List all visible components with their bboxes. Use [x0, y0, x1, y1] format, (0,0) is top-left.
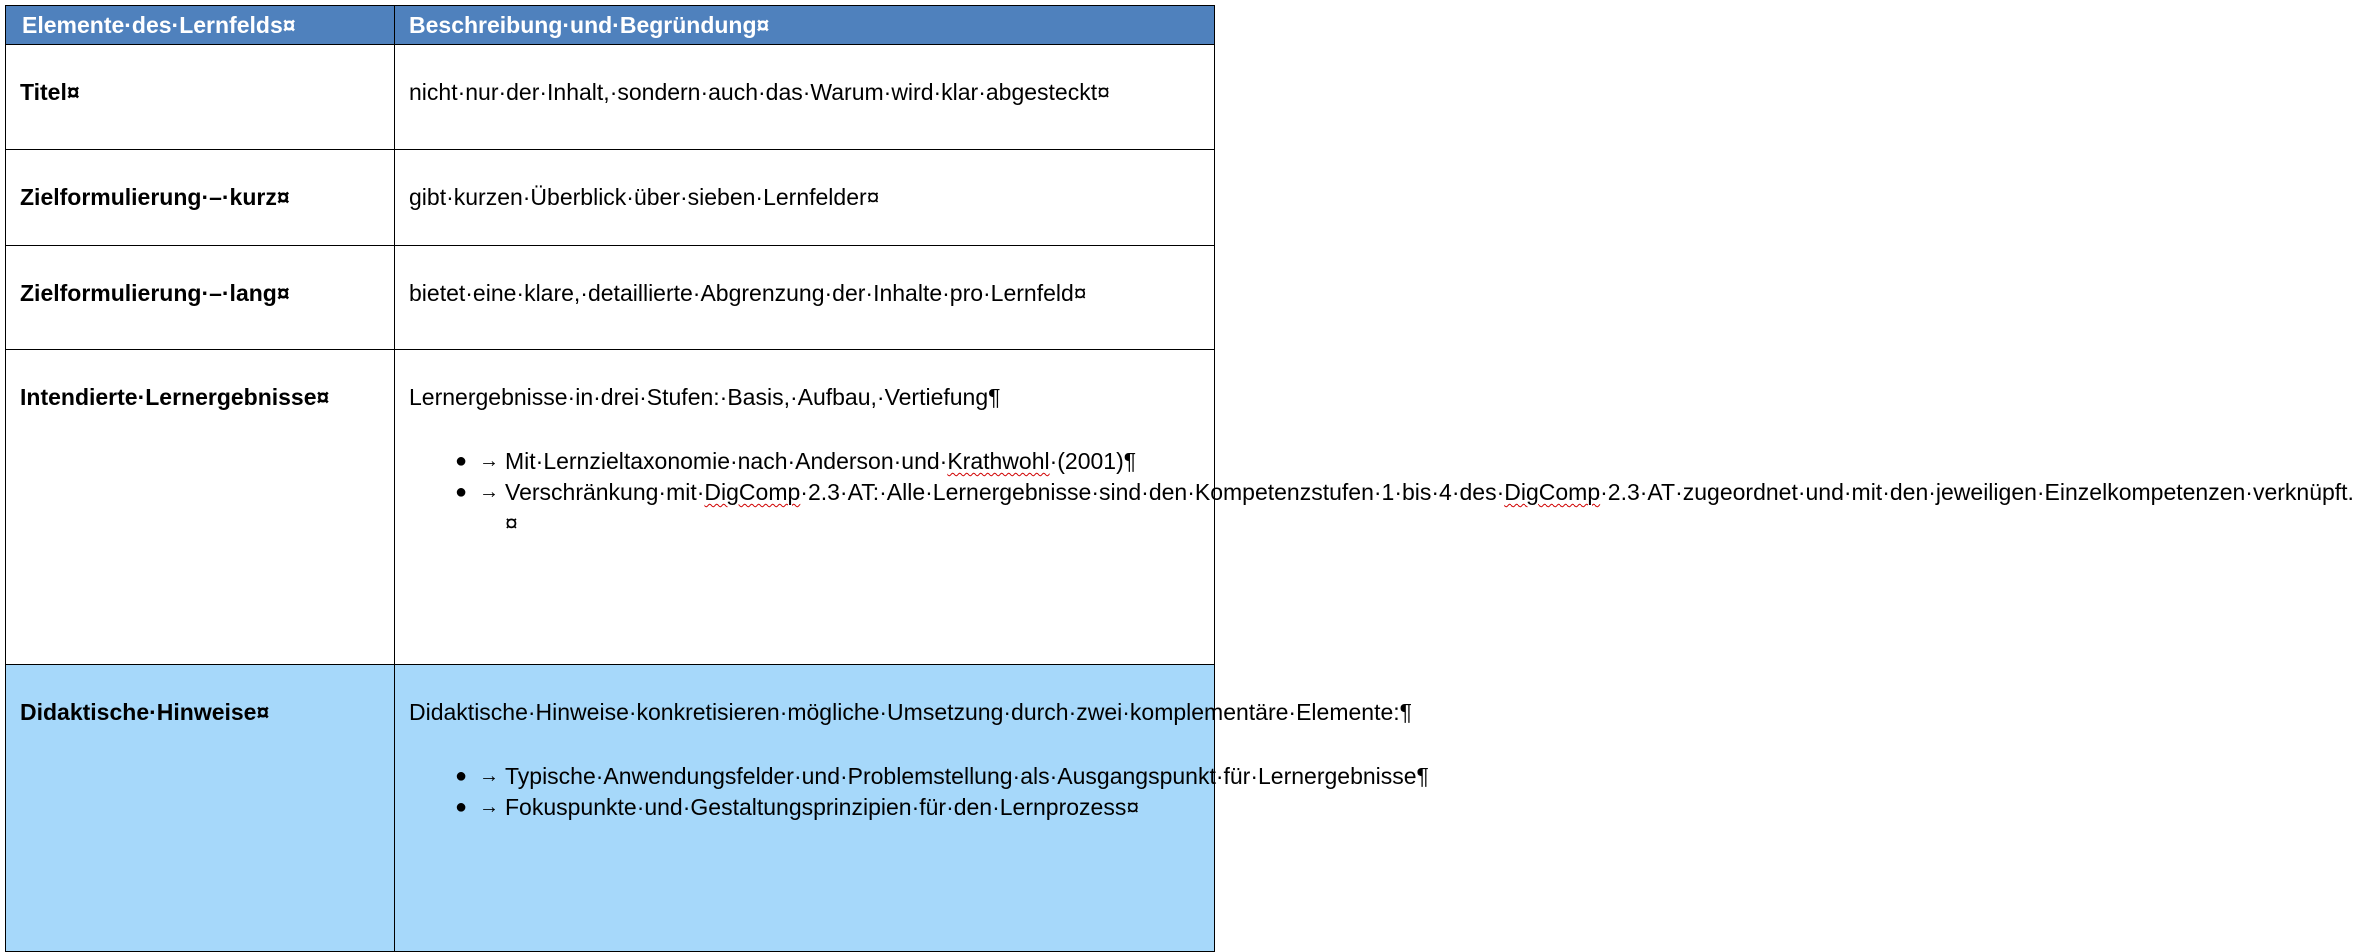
header-elements: Elemente·des·Lernfelds¤ — [6, 6, 395, 45]
row-label-title: Titel¤ — [6, 45, 395, 150]
row-label-goal-long: Zielformulierung·–·lang¤ — [6, 246, 395, 350]
bullet-dot-icon: ● — [455, 796, 468, 818]
table-row-highlighted — [6, 665, 1215, 952]
table-row — [6, 246, 1215, 350]
row-text-goal-long: bietet·eine·klare,·detaillierte·Abgrenzung·der·Inhalte·pro·Lernfeld¤ — [395, 246, 1215, 350]
didactic-intro: Didaktische·Hinweise·konkretisieren·mögliche·Umsetzung·durch·zwei·komplementäre·Elemente:¶ — [409, 699, 1412, 725]
arrow-right-icon: → — [479, 481, 499, 503]
bullet-text-part: ·2.3·AT·zugeordnet·und·mit·den·jeweiligen·Einzelkompetenzen·verknüpft.¤ — [505, 479, 2354, 536]
spellcheck-word: DigComp — [1504, 479, 1601, 505]
row-label-didactic-notes: Didaktische·Hinweise¤ — [6, 665, 395, 952]
bullet-text-part: ·2.3·AT:·Alle·Lernergebnisse·sind·den·Kompetenzstufen·1·bis·4·des· — [800, 479, 1505, 505]
row-label-learning-outcomes: Intendierte·Lernergebnisse¤ — [6, 350, 395, 665]
arrow-right-icon: → — [479, 796, 499, 818]
bullet-text-part: Typische·Anwendungsfelder·und·Problemstellung·als·Ausgangspunkt·für·Lernergebnisse¶ — [505, 763, 1429, 789]
row-text-goal-short: gibt·kurzen·Überblick·über·sieben·Lernfelder¤ — [395, 150, 1215, 246]
bullet-text-part: Mit·Lernzieltaxonomie·nach·Anderson·und· — [505, 448, 948, 474]
row-text-learning-outcomes — [395, 350, 2354, 665]
list-item — [409, 761, 1429, 792]
row-text-title: nicht·nur·der·Inhalt,·sondern·auch·das·Warum·wird·klar·abgesteckt¤ — [395, 45, 1215, 150]
table-header-row — [6, 6, 1215, 45]
bullet-dot-icon: ● — [455, 765, 468, 787]
bullet-text-part: ·(2001)¶ — [1049, 448, 1137, 474]
spellcheck-word: Krathwohl — [947, 448, 1050, 474]
bullet-dot-icon: ● — [455, 450, 468, 472]
row-text-didactic-notes — [395, 665, 1429, 952]
arrow-right-icon: → — [479, 450, 499, 472]
list-item — [409, 477, 2354, 539]
list-item — [409, 792, 1206, 823]
row-label-goal-short: Zielformulierung·–·kurz¤ — [6, 150, 395, 246]
table-row — [6, 45, 1215, 150]
outcomes-bullet-list — [409, 446, 2354, 539]
outcomes-intro: Lernergebnisse·in·drei·Stufen:·Basis,·Aufbau,·Vertiefung¶ — [409, 384, 1001, 410]
list-item — [409, 446, 1206, 477]
didactic-bullet-list — [409, 761, 1429, 823]
arrow-right-icon: → — [479, 765, 499, 787]
spellcheck-word: DigComp — [704, 479, 801, 505]
document-table — [5, 5, 2354, 952]
bullet-dot-icon: ● — [455, 481, 468, 503]
bullet-text-part: Fokuspunkte·und·Gestaltungsprinzipien·für·den·Lernprozess¤ — [505, 794, 1140, 820]
header-description: Beschreibung·und·Begründung¤ — [395, 6, 1215, 45]
table-row — [6, 350, 1215, 665]
bullet-text-part: Verschränkung·mit· — [505, 479, 705, 505]
table-row — [6, 150, 1215, 246]
